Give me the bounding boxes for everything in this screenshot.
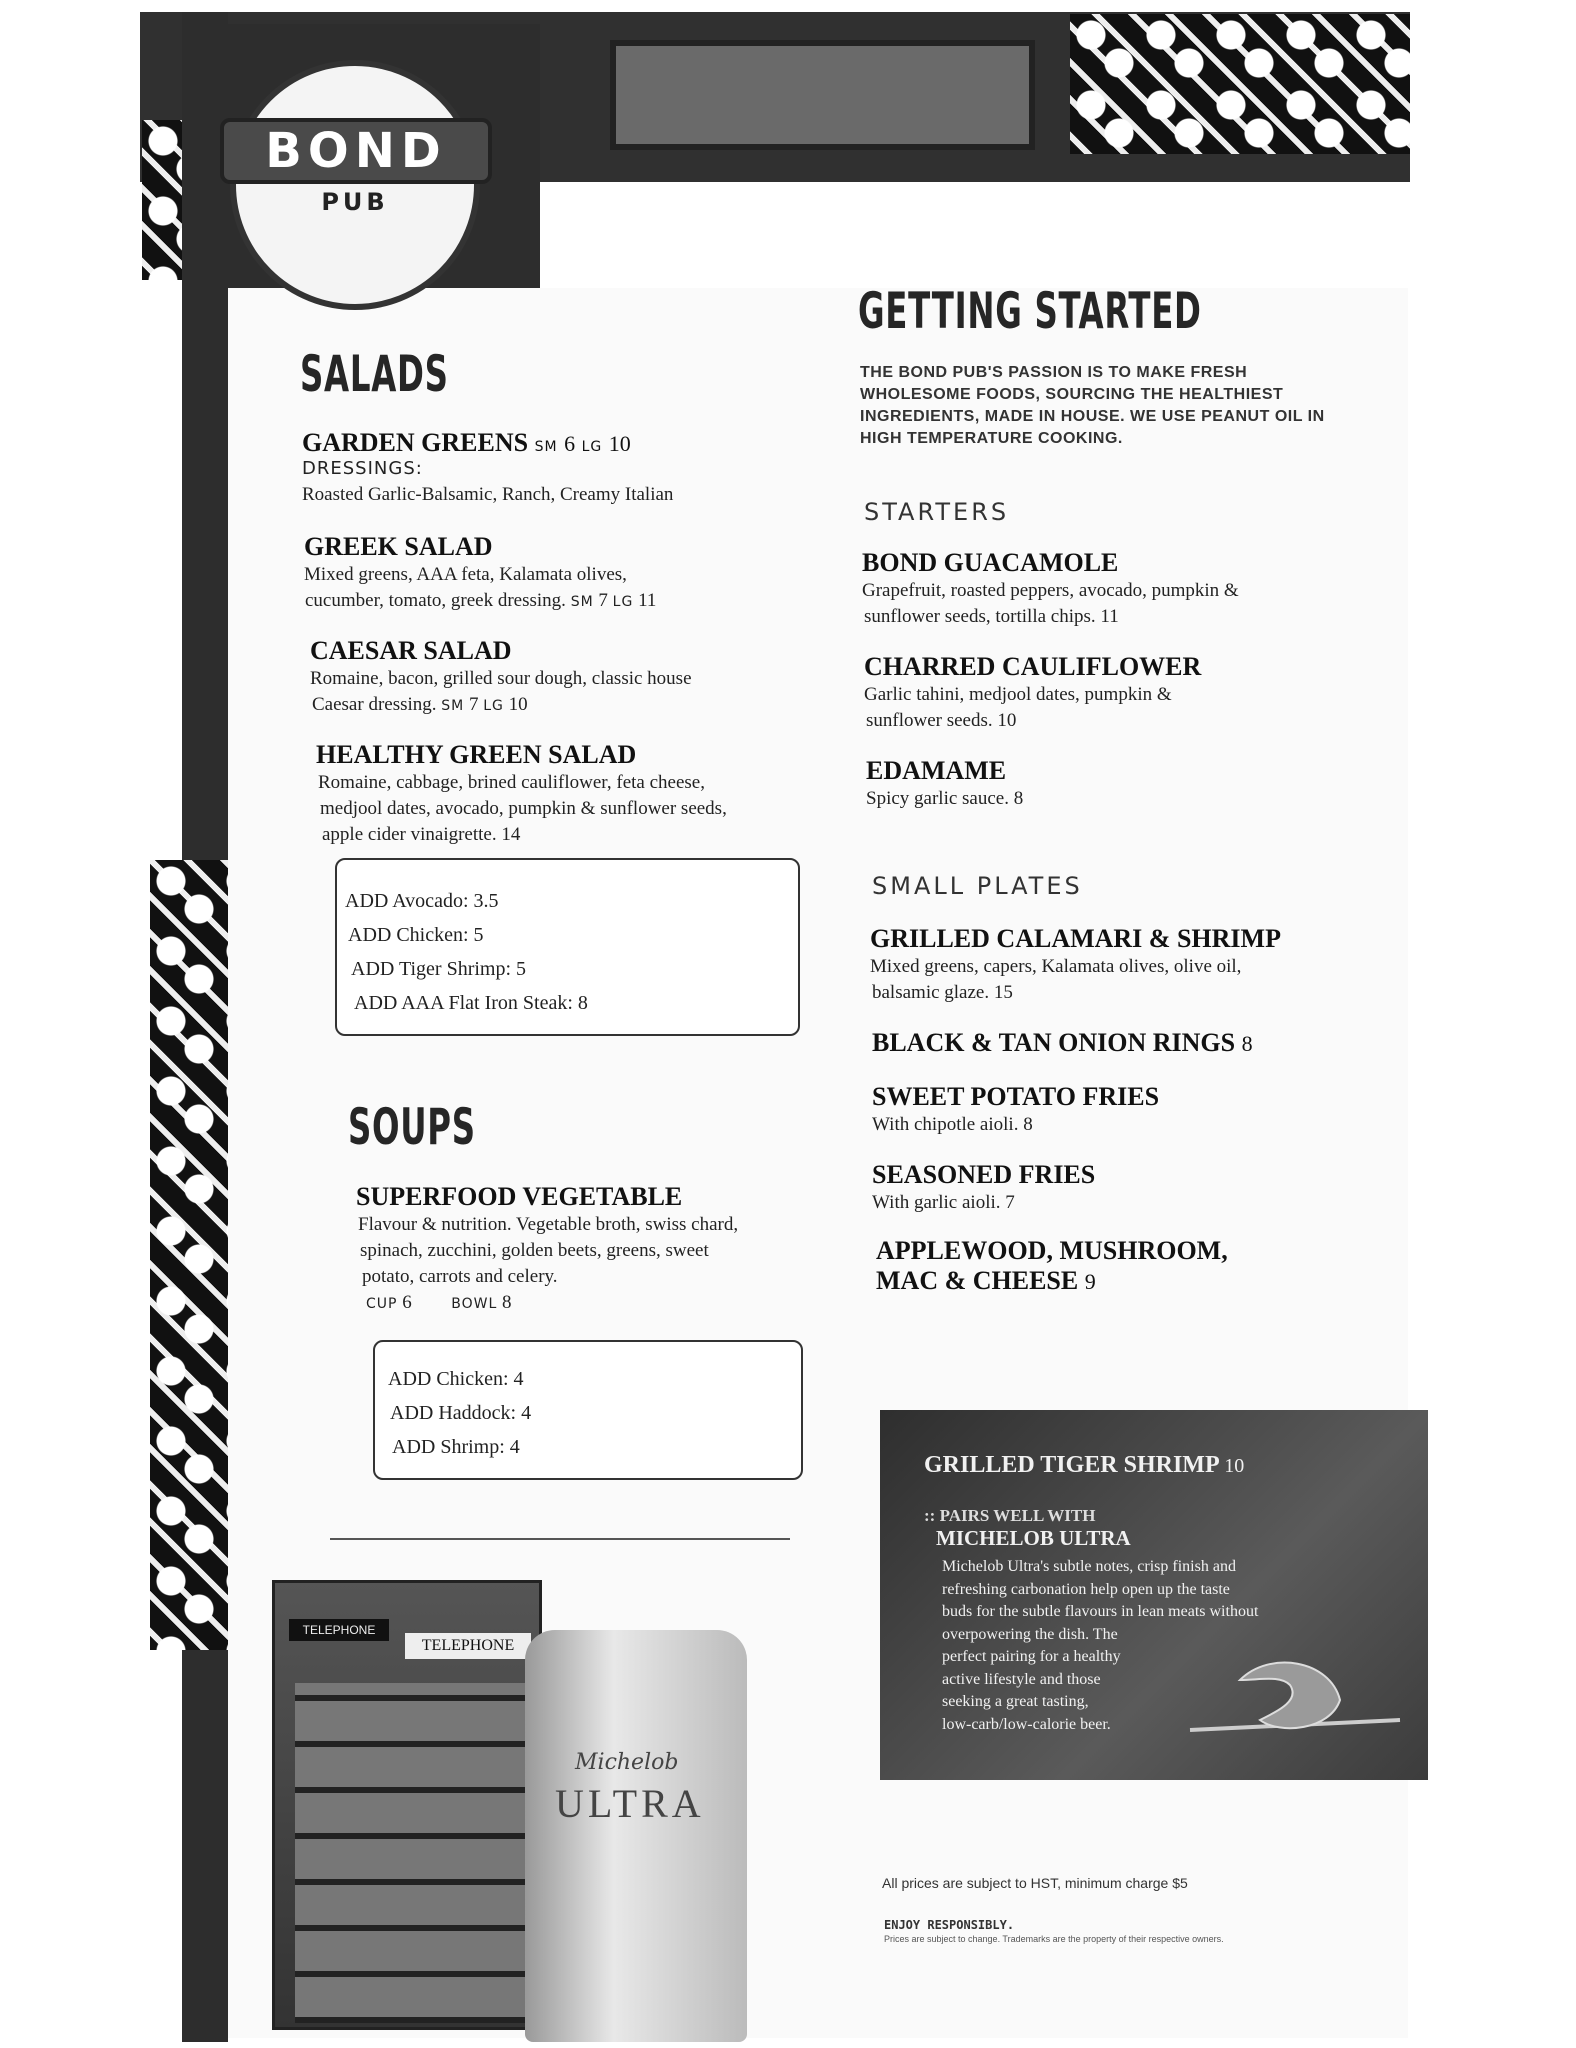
mac-cheese-title: MAC & CHEESE [876, 1266, 1079, 1295]
greek-salad-desc-2-text: cucumber, tomato, greek dressing. [305, 590, 566, 611]
starters-heading: STARTERS [864, 498, 1010, 526]
superfood-vegetable-desc-2: spinach, zucchini, golden beets, greens, sweet [360, 1240, 709, 1261]
caesar-salad-lg-label: LG [483, 698, 504, 714]
healthy-green-salad-desc-3 [322, 822, 520, 848]
edamame-price: 8 [1013, 788, 1024, 809]
healthy-green-salad-price: 14 [501, 824, 521, 845]
edamame-desc [866, 786, 1023, 812]
greek-salad-desc-1: Mixed greens, AAA feta, Kalamata olives, [304, 564, 627, 585]
promo-title [924, 1452, 1244, 1479]
promo-line-6: active lifestyle and those [942, 1670, 1101, 1688]
superfood-vegetable-desc-3: potato, carrots and celery. [362, 1266, 558, 1287]
top-left-damask [142, 120, 182, 280]
grilled-calamari-price: 15 [993, 982, 1013, 1003]
caesar-salad-name: CAESAR SALAD [310, 636, 512, 665]
greek-salad-desc-2 [305, 588, 656, 615]
onion-rings-title: BLACK & TAN ONION RINGS [872, 1028, 1236, 1057]
grilled-calamari-desc-2-text: balsamic glaze. [872, 982, 990, 1003]
caesar-salad-desc-1: Romaine, bacon, grilled sour dough, classic house [310, 668, 692, 689]
garden-greens-sm-label: SM [534, 439, 558, 455]
soups-divider [330, 1538, 790, 1540]
garden-greens-name [302, 428, 631, 458]
promo-line-2: refreshing carbonation help open up the taste [942, 1580, 1230, 1598]
bond-guacamole-desc-1: Grapefruit, roasted peppers, avocado, pumpkin & [862, 580, 1239, 601]
garden-greens-dressings-label: DRESSINGS: [302, 458, 423, 479]
garden-greens-lg-price: 10 [608, 431, 631, 456]
greek-salad-name: GREEK SALAD [304, 532, 493, 561]
intro-line-3: INGREDIENTS, MADE IN HOUSE. WE USE PEANUT OIL IN [860, 408, 1325, 425]
greek-salad-lg-price: 11 [638, 590, 657, 611]
soups-add-2: ADD Haddock: 4 [390, 1402, 532, 1424]
sweet-potato-fries-desc-text: With chipotle aioli. [872, 1114, 1019, 1135]
promo-line-5: perfect pairing for a healthy [942, 1648, 1121, 1665]
mac-cheese-price: 9 [1084, 1269, 1096, 1294]
intro-line-1: THE BOND PUB'S PASSION IS TO MAKE FRESH [860, 364, 1248, 381]
charred-cauliflower-price: 10 [997, 710, 1017, 731]
glass-ultra-text: ULTRA [555, 1781, 705, 1826]
grilled-calamari-desc-2 [872, 980, 1013, 1006]
caesar-salad-desc-2 [312, 692, 528, 719]
promo-title-text: GRILLED TIGER SHRIMP [924, 1452, 1219, 1478]
soups-add-1: ADD Chicken: 4 [388, 1368, 524, 1390]
intro-line-2: WHOLESOME FOODS, SOURCING THE HEALTHIEST [860, 386, 1284, 403]
grilled-calamari-desc-1: Mixed greens, capers, Kalamata olives, olive oil, [870, 956, 1242, 977]
promo-line-1: Michelob Ultra's subtle notes, crisp finish and [942, 1558, 1236, 1575]
garden-greens-sm-price: 6 [564, 431, 576, 456]
seasoned-fries-name: SEASONED FRIES [872, 1160, 1096, 1189]
soups-heading: SOUPS [348, 1098, 476, 1156]
seasoned-fries-desc [872, 1190, 1015, 1216]
greek-salad-lg-label: LG [612, 594, 634, 610]
superfood-vegetable-prices [366, 1290, 512, 1317]
booth-sign-2: TELEPHONE [405, 1633, 531, 1659]
sweet-potato-fries-price: 8 [1023, 1114, 1033, 1135]
promo-line-8: low-carb/low-calorie beer. [942, 1715, 1111, 1733]
bond-guacamole-name: BOND GUACAMOLE [862, 548, 1119, 577]
garden-greens-lg-label: LG [581, 439, 603, 455]
garden-greens-desc: Roasted Garlic-Balsamic, Ranch, Creamy Italian [302, 484, 674, 505]
logo-brand-sub: PUB [321, 188, 389, 216]
bond-guacamole-desc-2-text: sunflower seeds, tortilla chips. [864, 606, 1096, 627]
logo-brand-name: BOND [220, 118, 492, 184]
superfood-vegetable-name: SUPERFOOD VEGETABLE [356, 1182, 683, 1211]
onion-rings-price: 8 [1241, 1031, 1253, 1056]
edamame-desc-text: Spicy garlic sauce. [866, 788, 1009, 809]
promo-panel [880, 1410, 1428, 1780]
healthy-green-salad-name: HEALTHY GREEN SALAD [316, 740, 637, 769]
promo-line-7: seeking a great tasting, [942, 1693, 1089, 1710]
charred-cauliflower-desc-2-text: sunflower seeds. [866, 710, 993, 731]
booth-window-grid [295, 1683, 525, 2023]
sweet-potato-fries-name: SWEET POTATO FRIES [872, 1082, 1160, 1111]
charred-cauliflower-desc-2 [866, 708, 1016, 734]
healthy-green-salad-desc-2: medjool dates, avocado, pumpkin & sunflower seeds, [320, 798, 727, 819]
booth-sign-1: TELEPHONE [289, 1619, 389, 1641]
small-plates-heading: SMALL PLATES [872, 872, 1083, 900]
soup-cup-price: 6 [402, 1292, 412, 1313]
shrimp-skewer-icon [1180, 1640, 1410, 1750]
promo-line-3: buds for the subtle flavours in lean meats without [942, 1603, 1259, 1620]
healthy-green-salad-desc-1: Romaine, cabbage, brined cauliflower, feta cheese, [318, 772, 705, 793]
bond-guacamole-price: 11 [1100, 606, 1119, 627]
telephone-booth-photo [272, 1580, 542, 2030]
prices-note: All prices are subject to HST, minimum charge $5 [882, 1875, 1188, 1891]
top-right-damask [1070, 14, 1410, 154]
salads-add-2: ADD Chicken: 5 [348, 924, 484, 946]
beer-glass-photo [525, 1630, 747, 2042]
garden-greens-title: GARDEN GREENS [302, 428, 529, 457]
mac-cheese-name-1: APPLEWOOD, MUSHROOM, [876, 1236, 1228, 1265]
caesar-salad-sm-label: SM [441, 698, 465, 714]
greek-salad-sm-price: 7 [598, 590, 608, 611]
superfood-vegetable-desc-1: Flavour & nutrition. Vegetable broth, swiss chard, [358, 1214, 739, 1235]
caesar-salad-desc-2-text: Caesar dressing. [312, 694, 437, 715]
logo-circle [230, 60, 480, 310]
soup-bowl-price: 8 [502, 1292, 512, 1313]
salads-add-3: ADD Tiger Shrimp: 5 [351, 958, 527, 980]
salads-add-1: ADD Avocado: 3.5 [345, 890, 499, 912]
soup-bowl-label: BOWL [451, 1296, 498, 1312]
glass-brand-script: Michelob [575, 1750, 679, 1775]
bond-guacamole-desc-2 [864, 604, 1119, 630]
soups-add-3: ADD Shrimp: 4 [392, 1436, 520, 1458]
fine-print: Prices are subject to change. Trademarks are the property of their respective owners. [884, 1934, 1224, 1944]
greek-salad-sm-label: SM [570, 594, 594, 610]
promo-line-4: overpowering the dish. The [942, 1625, 1118, 1643]
sweet-potato-fries-desc [872, 1112, 1033, 1138]
edamame-name: EDAMAME [866, 756, 1007, 785]
intro-line-4: HIGH TEMPERATURE COOKING. [860, 430, 1123, 447]
charred-cauliflower-name: CHARRED CAULIFLOWER [864, 652, 1202, 681]
healthy-green-salad-desc-3-text: apple cider vinaigrette. [322, 824, 497, 845]
enjoy-responsibly: ENJOY RESPONSIBLY. [884, 1918, 1015, 1932]
header-photo-strip [610, 40, 1035, 150]
promo-pairs-label: :: PAIRS WELL WITH [924, 1506, 1096, 1525]
getting-started-intro [860, 362, 1360, 450]
grilled-calamari-name: GRILLED CALAMARI & SHRIMP [870, 924, 1281, 953]
salads-heading: SALADS [300, 345, 449, 403]
getting-started-heading: GETTING STARTED [858, 282, 1202, 340]
mac-cheese-name-2 [876, 1266, 1096, 1296]
promo-beer-name: MICHELOB ULTRA [936, 1526, 1131, 1550]
charred-cauliflower-desc-1: Garlic tahini, medjool dates, pumpkin & [864, 684, 1172, 705]
caesar-salad-lg-price: 10 [508, 694, 528, 715]
salads-add-4: ADD AAA Flat Iron Steak: 8 [354, 992, 588, 1014]
seasoned-fries-desc-text: With garlic aioli. [872, 1192, 1001, 1213]
soup-cup-label: CUP [366, 1296, 398, 1312]
onion-rings-name [872, 1028, 1253, 1058]
promo-price: 10 [1224, 1455, 1245, 1477]
seasoned-fries-price: 7 [1005, 1192, 1015, 1213]
caesar-salad-sm-price: 7 [469, 694, 479, 715]
